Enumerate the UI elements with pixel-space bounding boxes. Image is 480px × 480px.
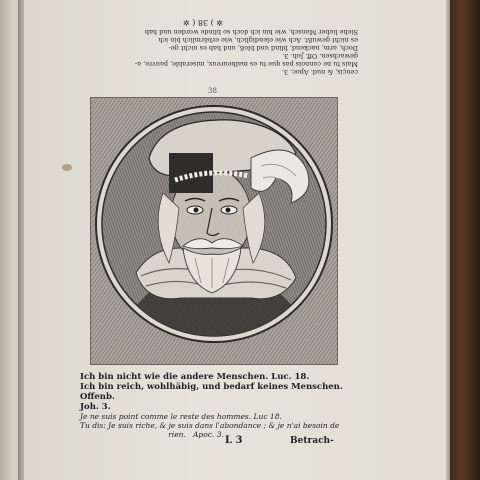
- caption-block: [80, 372, 380, 439]
- signature-mark: L 3: [225, 435, 243, 446]
- caption-german-line: Joh. 3.: [80, 402, 111, 412]
- caption-german-line: Ich bin reich, wohlhäbig, und bedarf keines Menschen. Offenb.: [80, 382, 343, 402]
- caption-german-line: Ich bin nicht wie die andere Menschen. Luc. 18.: [80, 372, 310, 382]
- upside-down-line: cençis, & nud. Apoc. 3.: [281, 68, 358, 76]
- leather-binding: [450, 0, 480, 480]
- plate-number: 38: [208, 87, 217, 95]
- engraved-portrait-plate: [90, 97, 338, 365]
- catchword: Betrach-: [290, 436, 334, 446]
- caption-french-line: Tu dis: Je suis riche, & je suis dans l'abondance ; & je n'ai besoin de: [80, 421, 340, 430]
- upside-down-line: Mais tu ne connois pas que tu es malheureux, miserable, pauvre, a-: [134, 60, 358, 68]
- upside-down-text-block: [48, 6, 358, 76]
- upside-down-line: es nicht gewußt. Ach wie elendiglich, wie erbärmlich bin ich: [158, 36, 358, 44]
- upside-down-line: Siehe lieber Mensch, wie bin ich doch so blinde worden und hab: [144, 28, 358, 36]
- upside-down-page-header: ✲ ) 38 ( ✲: [183, 18, 223, 27]
- upside-down-line: gewachsen. Off. Joh. 3.: [282, 52, 358, 60]
- upside-down-line: Doch, arm, nackend, blind und bloß, und hab es nicht ge-: [168, 44, 358, 52]
- caption-french-line: rien. Apoc. 3.: [80, 430, 224, 439]
- caption-french-line: Je ne suis point comme le reste des hommes. Luc 18.: [80, 412, 282, 421]
- paper-stain: [62, 164, 72, 171]
